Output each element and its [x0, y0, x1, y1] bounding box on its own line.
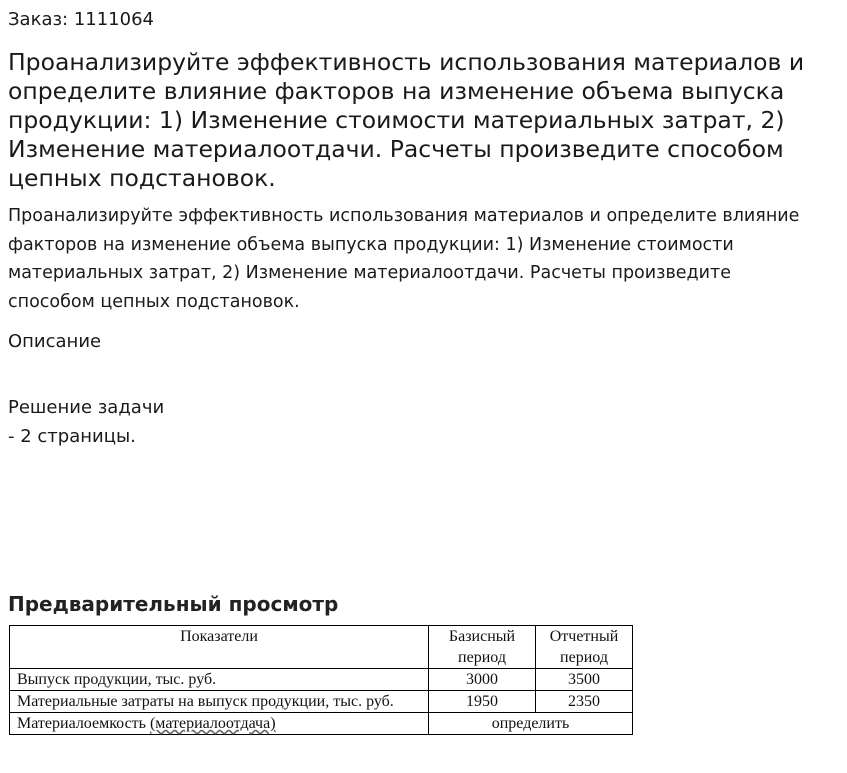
row-base-value: 1950	[429, 691, 536, 713]
row-merged-value: определить	[429, 713, 633, 735]
row-label-underlined: (материалоотдача)	[149, 715, 276, 732]
preview-table	[9, 625, 633, 735]
table-row	[10, 713, 633, 735]
task-description: Проанализируйте эффективность использования материалов и определите влияние факторов на изменение объема выпуска продукции: 1) Изменение стоимости материальных затрат, 2) Изменение материалоотдачи. Расчеты произведите способом цепных подстановок.	[8, 206, 800, 312]
row-label	[10, 713, 429, 735]
header-indicators: Показатели	[10, 626, 429, 669]
table-row	[10, 691, 633, 713]
row-label: Выпуск продукции, тыс. руб.	[10, 669, 429, 691]
row-label: Материальные затраты на выпуск продукции, тыс. руб.	[10, 691, 429, 713]
header-base-period: Базисный период	[429, 626, 536, 669]
description-label: Описание	[8, 331, 102, 352]
row-base-value: 3000	[429, 669, 536, 691]
row-report-value: 3500	[536, 669, 633, 691]
table-row	[10, 669, 633, 691]
row-label-prefix: Материалоемкость	[17, 715, 150, 732]
page-title: Проанализируйте эффективность использования материалов и определите влияние факторов на изменение объема выпуска продукции: 1) Изменение стоимости материальных затрат, 2) Изменение материалоотдачи. Расчеты произведите способом цепных подстановок.	[8, 48, 805, 192]
order-number: Заказ: 1111064	[8, 9, 154, 30]
row-report-value: 2350	[536, 691, 633, 713]
solution-title: Решение задачи	[8, 397, 165, 418]
preview-title: Предварительный просмотр	[8, 592, 339, 616]
header-report-period: Отчетный период	[536, 626, 633, 669]
table-header-row	[10, 626, 633, 669]
solution-pages: - 2 страницы.	[8, 426, 136, 447]
solution-block	[8, 393, 164, 451]
